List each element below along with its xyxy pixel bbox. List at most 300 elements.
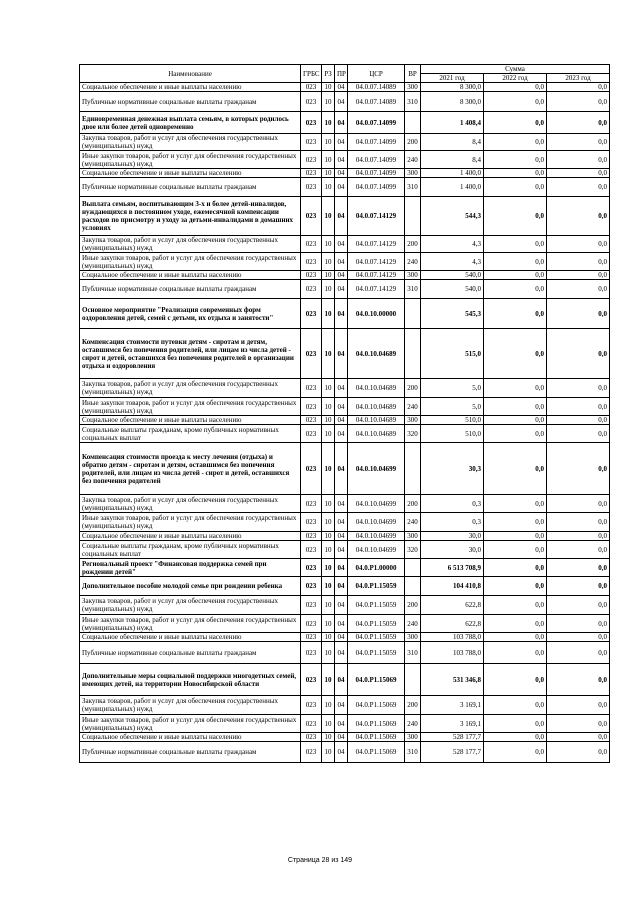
- cell-y2021: 104 410,8: [421, 577, 484, 596]
- cell-y2022: 0,0: [484, 398, 547, 416]
- cell-name: Социальное обеспечение и иные выплаты населению: [80, 169, 301, 178]
- cell-y2023: 0,0: [547, 329, 610, 379]
- cell-y2023: 0,0: [547, 495, 610, 513]
- cell-pr: 04: [335, 513, 348, 532]
- cell-y2021: 8 300,0: [421, 92, 484, 112]
- cell-vr: [405, 197, 421, 236]
- header-name: Наименование: [80, 65, 301, 83]
- cell-y2021: 531 346,8: [421, 664, 484, 696]
- cell-csr: 04.0.07.14099: [348, 112, 405, 134]
- cell-y2022: 0,0: [484, 615, 547, 633]
- cell-vr: 200: [405, 236, 421, 253]
- cell-grbs: 023: [301, 271, 322, 280]
- cell-rz: 10: [322, 379, 335, 398]
- cell-rz: 10: [322, 742, 335, 763]
- cell-y2023: 0,0: [547, 197, 610, 236]
- cell-pr: 04: [335, 134, 348, 151]
- header-vr: ВР: [405, 65, 421, 83]
- cell-grbs: 023: [301, 633, 322, 642]
- cell-y2021: 515,0: [421, 329, 484, 379]
- cell-grbs: 023: [301, 742, 322, 763]
- cell-pr: 04: [335, 379, 348, 398]
- cell-pr: 04: [335, 92, 348, 112]
- table-row: [80, 559, 610, 577]
- cell-y2021: 510,0: [421, 416, 484, 425]
- cell-rz: 10: [322, 151, 335, 169]
- cell-y2023: 0,0: [547, 742, 610, 763]
- cell-name: Единовременная денежная выплата семьям, в которых родилось двое или более детей одновременно: [80, 112, 301, 134]
- cell-y2022: 0,0: [484, 596, 547, 615]
- cell-y2021: 1 400,0: [421, 169, 484, 178]
- cell-grbs: 023: [301, 495, 322, 513]
- cell-csr: 04.0.07.14129: [348, 197, 405, 236]
- cell-pr: 04: [335, 299, 348, 329]
- cell-rz: 10: [322, 495, 335, 513]
- cell-y2021: 528 177,7: [421, 742, 484, 763]
- cell-rz: 10: [322, 596, 335, 615]
- cell-y2023: 0,0: [547, 236, 610, 253]
- cell-vr: 300: [405, 733, 421, 742]
- cell-y2022: 0,0: [484, 178, 547, 197]
- cell-rz: 10: [322, 577, 335, 596]
- cell-grbs: 023: [301, 92, 322, 112]
- table-row: [80, 299, 610, 329]
- table-row: [80, 425, 610, 443]
- table-header-row: [80, 65, 610, 74]
- cell-rz: 10: [322, 443, 335, 495]
- cell-y2022: 0,0: [484, 532, 547, 541]
- table-row: [80, 541, 610, 559]
- cell-pr: 04: [335, 236, 348, 253]
- table-row: [80, 379, 610, 398]
- cell-csr: 04.0.10.04689: [348, 425, 405, 443]
- cell-y2023: 0,0: [547, 532, 610, 541]
- table-row: [80, 134, 610, 151]
- cell-vr: [405, 577, 421, 596]
- cell-y2021: 1 400,0: [421, 178, 484, 197]
- cell-csr: 04.0.07.14099: [348, 134, 405, 151]
- cell-csr: 04.0.10.04699: [348, 532, 405, 541]
- cell-y2023: 0,0: [547, 633, 610, 642]
- cell-name: Публичные нормативные социальные выплаты гражданам: [80, 178, 301, 197]
- cell-vr: 300: [405, 169, 421, 178]
- cell-rz: 10: [322, 513, 335, 532]
- cell-pr: 04: [335, 696, 348, 715]
- cell-csr: 04.0.07.14099: [348, 178, 405, 197]
- cell-pr: 04: [335, 169, 348, 178]
- cell-name: Социальное обеспечение и иные выплаты населению: [80, 532, 301, 541]
- cell-pr: 04: [335, 577, 348, 596]
- cell-name: Социальные выплаты гражданам, кроме публичных нормативных социальных выплат: [80, 541, 301, 559]
- cell-y2023: 0,0: [547, 379, 610, 398]
- cell-grbs: 023: [301, 398, 322, 416]
- cell-y2023: 0,0: [547, 92, 610, 112]
- cell-y2021: 103 788,0: [421, 633, 484, 642]
- table-row: [80, 596, 610, 615]
- table-row: [80, 280, 610, 299]
- cell-vr: [405, 443, 421, 495]
- cell-grbs: 023: [301, 559, 322, 577]
- cell-rz: 10: [322, 696, 335, 715]
- cell-pr: 04: [335, 733, 348, 742]
- header-2023: 2023 год: [547, 74, 610, 83]
- table-row: [80, 715, 610, 733]
- cell-grbs: 023: [301, 134, 322, 151]
- cell-pr: 04: [335, 664, 348, 696]
- cell-y2022: 0,0: [484, 197, 547, 236]
- cell-y2022: 0,0: [484, 577, 547, 596]
- cell-vr: [405, 664, 421, 696]
- cell-rz: 10: [322, 236, 335, 253]
- cell-vr: 300: [405, 271, 421, 280]
- cell-y2021: 0,3: [421, 513, 484, 532]
- cell-y2023: 0,0: [547, 271, 610, 280]
- cell-vr: 310: [405, 280, 421, 299]
- cell-name: Иные закупки товаров, работ и услуг для обеспечения государственных (муниципальных) нужд: [80, 715, 301, 733]
- cell-y2023: 0,0: [547, 253, 610, 271]
- table-row: [80, 329, 610, 379]
- table-body: [80, 83, 610, 763]
- cell-grbs: 023: [301, 425, 322, 443]
- cell-y2021: 4,3: [421, 253, 484, 271]
- cell-y2021: 510,0: [421, 425, 484, 443]
- cell-grbs: 023: [301, 733, 322, 742]
- table-row: [80, 615, 610, 633]
- cell-pr: 04: [335, 443, 348, 495]
- table-row: [80, 271, 610, 280]
- cell-pr: 04: [335, 280, 348, 299]
- table-row: [80, 577, 610, 596]
- cell-vr: 240: [405, 151, 421, 169]
- table-row: [80, 642, 610, 664]
- cell-y2023: 0,0: [547, 541, 610, 559]
- cell-y2021: 8,4: [421, 134, 484, 151]
- cell-y2022: 0,0: [484, 715, 547, 733]
- cell-pr: 04: [335, 615, 348, 633]
- cell-name: Социальное обеспечение и иные выплаты населению: [80, 633, 301, 642]
- cell-name: Иные закупки товаров, работ и услуг для обеспечения государственных (муниципальных) нужд: [80, 151, 301, 169]
- cell-pr: 04: [335, 633, 348, 642]
- cell-pr: 04: [335, 742, 348, 763]
- table-row: [80, 253, 610, 271]
- cell-y2021: 3 169,1: [421, 715, 484, 733]
- cell-grbs: 023: [301, 596, 322, 615]
- cell-y2023: 0,0: [547, 299, 610, 329]
- cell-csr: 04.0.P1.15059: [348, 633, 405, 642]
- table-row: [80, 633, 610, 642]
- cell-rz: 10: [322, 83, 335, 92]
- cell-vr: 310: [405, 742, 421, 763]
- table-row: [80, 236, 610, 253]
- cell-grbs: 023: [301, 379, 322, 398]
- cell-y2023: 0,0: [547, 596, 610, 615]
- table-row: [80, 416, 610, 425]
- cell-y2023: 0,0: [547, 715, 610, 733]
- cell-csr: 04.0.07.14129: [348, 253, 405, 271]
- cell-pr: 04: [335, 329, 348, 379]
- cell-csr: 04.0.07.14089: [348, 92, 405, 112]
- cell-rz: 10: [322, 329, 335, 379]
- cell-y2023: 0,0: [547, 112, 610, 134]
- cell-vr: [405, 329, 421, 379]
- header-pr: ПР: [335, 65, 348, 83]
- cell-y2021: 4,3: [421, 236, 484, 253]
- cell-vr: 240: [405, 398, 421, 416]
- cell-rz: 10: [322, 541, 335, 559]
- cell-vr: [405, 559, 421, 577]
- cell-pr: 04: [335, 151, 348, 169]
- cell-grbs: 023: [301, 532, 322, 541]
- cell-rz: 10: [322, 664, 335, 696]
- cell-y2022: 0,0: [484, 134, 547, 151]
- cell-csr: 04.0.P1.15059: [348, 577, 405, 596]
- cell-csr: 04.0.P1.15069: [348, 733, 405, 742]
- budget-table: [79, 64, 610, 763]
- cell-name: Публичные нормативные социальные выплаты гражданам: [80, 742, 301, 763]
- cell-grbs: 023: [301, 280, 322, 299]
- cell-y2023: 0,0: [547, 280, 610, 299]
- cell-y2022: 0,0: [484, 696, 547, 715]
- table-row: [80, 733, 610, 742]
- cell-rz: 10: [322, 112, 335, 134]
- cell-csr: 04.0.10.04689: [348, 329, 405, 379]
- cell-csr: 04.0.P1.15059: [348, 615, 405, 633]
- cell-y2022: 0,0: [484, 92, 547, 112]
- cell-csr: 04.0.10.04699: [348, 513, 405, 532]
- cell-rz: 10: [322, 197, 335, 236]
- cell-grbs: 023: [301, 443, 322, 495]
- cell-csr: 04.0.07.14099: [348, 151, 405, 169]
- cell-vr: 320: [405, 541, 421, 559]
- cell-y2021: 30,0: [421, 541, 484, 559]
- cell-pr: 04: [335, 253, 348, 271]
- cell-rz: 10: [322, 169, 335, 178]
- cell-pr: 04: [335, 416, 348, 425]
- cell-csr: 04.0.10.00000: [348, 299, 405, 329]
- cell-rz: 10: [322, 615, 335, 633]
- cell-y2023: 0,0: [547, 178, 610, 197]
- cell-pr: 04: [335, 178, 348, 197]
- cell-pr: 04: [335, 271, 348, 280]
- table-row: [80, 92, 610, 112]
- header-2022: 2022 год: [484, 74, 547, 83]
- cell-csr: 04.0.10.04699: [348, 541, 405, 559]
- cell-csr: 04.0.10.04689: [348, 379, 405, 398]
- cell-grbs: 023: [301, 151, 322, 169]
- cell-name: Иные закупки товаров, работ и услуг для обеспечения государственных (муниципальных) нужд: [80, 615, 301, 633]
- cell-y2023: 0,0: [547, 134, 610, 151]
- cell-grbs: 023: [301, 83, 322, 92]
- cell-name: Социальное обеспечение и иные выплаты населению: [80, 416, 301, 425]
- cell-y2022: 0,0: [484, 83, 547, 92]
- table-row: [80, 742, 610, 763]
- cell-vr: 310: [405, 178, 421, 197]
- cell-y2021: 30,3: [421, 443, 484, 495]
- table-row: [80, 151, 610, 169]
- cell-grbs: 023: [301, 236, 322, 253]
- cell-pr: 04: [335, 197, 348, 236]
- cell-y2023: 0,0: [547, 151, 610, 169]
- table-row: [80, 495, 610, 513]
- cell-grbs: 023: [301, 253, 322, 271]
- cell-rz: 10: [322, 178, 335, 197]
- cell-y2021: 103 788,0: [421, 642, 484, 664]
- cell-name: Социальное обеспечение и иные выплаты населению: [80, 83, 301, 92]
- cell-y2021: 30,0: [421, 532, 484, 541]
- cell-rz: 10: [322, 642, 335, 664]
- cell-pr: 04: [335, 596, 348, 615]
- cell-name: Закупка товаров, работ и услуг для обеспечения государственных (муниципальных) нужд: [80, 134, 301, 151]
- cell-csr: 04.0.10.04699: [348, 495, 405, 513]
- cell-csr: 04.0.07.14089: [348, 83, 405, 92]
- cell-rz: 10: [322, 633, 335, 642]
- cell-y2021: 8,4: [421, 151, 484, 169]
- cell-rz: 10: [322, 398, 335, 416]
- cell-y2022: 0,0: [484, 253, 547, 271]
- cell-vr: [405, 112, 421, 134]
- cell-y2022: 0,0: [484, 379, 547, 398]
- cell-y2021: 3 169,1: [421, 696, 484, 715]
- cell-y2023: 0,0: [547, 425, 610, 443]
- cell-y2022: 0,0: [484, 513, 547, 532]
- cell-y2022: 0,0: [484, 559, 547, 577]
- cell-csr: 04.0.P1.15069: [348, 742, 405, 763]
- cell-y2022: 0,0: [484, 664, 547, 696]
- cell-grbs: 023: [301, 112, 322, 134]
- cell-y2022: 0,0: [484, 633, 547, 642]
- cell-y2021: 540,0: [421, 271, 484, 280]
- cell-pr: 04: [335, 559, 348, 577]
- cell-y2023: 0,0: [547, 615, 610, 633]
- cell-name: Социальное обеспечение и иные выплаты населению: [80, 733, 301, 742]
- cell-name: Компенсация стоимости путевки детям - сиротам и детям, оставшимся без попечения родителей, или лицам из числа детей - сирот и детей, оставшихся без попечения родителей в организации отдыха и оздоровления: [80, 329, 301, 379]
- cell-y2023: 0,0: [547, 642, 610, 664]
- cell-pr: 04: [335, 642, 348, 664]
- cell-grbs: 023: [301, 329, 322, 379]
- cell-pr: 04: [335, 715, 348, 733]
- cell-y2021: 545,3: [421, 299, 484, 329]
- cell-rz: 10: [322, 733, 335, 742]
- cell-y2022: 0,0: [484, 416, 547, 425]
- cell-y2023: 0,0: [547, 577, 610, 596]
- cell-rz: 10: [322, 299, 335, 329]
- cell-y2022: 0,0: [484, 151, 547, 169]
- cell-y2022: 0,0: [484, 733, 547, 742]
- cell-name: Социальное обеспечение и иные выплаты населению: [80, 271, 301, 280]
- cell-vr: 300: [405, 532, 421, 541]
- table-row: [80, 178, 610, 197]
- cell-csr: 04.0.P1.00000: [348, 559, 405, 577]
- cell-y2021: 540,0: [421, 280, 484, 299]
- cell-csr: 04.0.P1.15059: [348, 642, 405, 664]
- cell-y2021: 5,0: [421, 379, 484, 398]
- cell-name: Основное мероприятие "Реализация современных форм оздоровления детей, семей с детьми, их отдыха и занятости": [80, 299, 301, 329]
- cell-y2022: 0,0: [484, 443, 547, 495]
- cell-vr: 200: [405, 134, 421, 151]
- cell-rz: 10: [322, 253, 335, 271]
- cell-name: Иные закупки товаров, работ и услуг для обеспечения государственных (муниципальных) нужд: [80, 513, 301, 532]
- cell-grbs: 023: [301, 416, 322, 425]
- cell-grbs: 023: [301, 541, 322, 559]
- cell-vr: 310: [405, 92, 421, 112]
- cell-y2022: 0,0: [484, 425, 547, 443]
- cell-y2023: 0,0: [547, 443, 610, 495]
- cell-name: Иные закупки товаров, работ и услуг для обеспечения государственных (муниципальных) нужд: [80, 398, 301, 416]
- cell-grbs: 023: [301, 577, 322, 596]
- cell-pr: 04: [335, 398, 348, 416]
- cell-y2023: 0,0: [547, 513, 610, 532]
- cell-csr: 04.0.P1.15069: [348, 696, 405, 715]
- cell-y2022: 0,0: [484, 495, 547, 513]
- header-csr: ЦСР: [348, 65, 405, 83]
- cell-pr: 04: [335, 425, 348, 443]
- cell-rz: 10: [322, 416, 335, 425]
- cell-name: Выплата семьям, воспитывающим 3-х и более детей-инвалидов, нуждающихся в постоянном уходе, ежемесячной компенсации расходов по присмотру и уходу за детьми-инвалидами в домашних условиях: [80, 197, 301, 236]
- header-sum: Сумма: [421, 65, 610, 74]
- cell-y2021: 6 513 708,9: [421, 559, 484, 577]
- cell-pr: 04: [335, 532, 348, 541]
- cell-vr: 240: [405, 615, 421, 633]
- cell-name: Закупка товаров, работ и услуг для обеспечения государственных (муниципальных) нужд: [80, 236, 301, 253]
- cell-y2021: 0,3: [421, 495, 484, 513]
- table-row: [80, 398, 610, 416]
- cell-grbs: 023: [301, 615, 322, 633]
- cell-rz: 10: [322, 271, 335, 280]
- header-2021: 2021 год: [421, 74, 484, 83]
- cell-grbs: 023: [301, 715, 322, 733]
- cell-rz: 10: [322, 280, 335, 299]
- cell-y2023: 0,0: [547, 398, 610, 416]
- cell-y2021: 544,3: [421, 197, 484, 236]
- cell-csr: 04.0.07.14129: [348, 280, 405, 299]
- cell-vr: 240: [405, 513, 421, 532]
- cell-name: Закупка товаров, работ и услуг для обеспечения государственных (муниципальных) нужд: [80, 696, 301, 715]
- cell-y2023: 0,0: [547, 559, 610, 577]
- cell-vr: 310: [405, 642, 421, 664]
- cell-y2022: 0,0: [484, 169, 547, 178]
- cell-grbs: 023: [301, 299, 322, 329]
- cell-csr: 04.0.P1.15059: [348, 596, 405, 615]
- table-row: [80, 112, 610, 134]
- cell-vr: 200: [405, 379, 421, 398]
- cell-vr: 300: [405, 416, 421, 425]
- table-row: [80, 664, 610, 696]
- cell-y2021: 622,8: [421, 615, 484, 633]
- cell-y2022: 0,0: [484, 271, 547, 280]
- cell-rz: 10: [322, 134, 335, 151]
- cell-name: Публичные нормативные социальные выплаты гражданам: [80, 642, 301, 664]
- cell-y2023: 0,0: [547, 83, 610, 92]
- cell-pr: 04: [335, 83, 348, 92]
- table-row: [80, 513, 610, 532]
- table-row: [80, 169, 610, 178]
- cell-name: Компенсация стоимости проезда к месту лечения (отдыха) и обратно детям - сиротам и детям, оставшимся без попечения родителей, или лицам из числа детей - сирот и детей, оставшихся без попечения родителей: [80, 443, 301, 495]
- cell-rz: 10: [322, 532, 335, 541]
- cell-y2022: 0,0: [484, 280, 547, 299]
- cell-y2023: 0,0: [547, 416, 610, 425]
- cell-name: Социальные выплаты гражданам, кроме публичных нормативных социальных выплат: [80, 425, 301, 443]
- cell-grbs: 023: [301, 664, 322, 696]
- cell-grbs: 023: [301, 197, 322, 236]
- header-rz: РЗ: [322, 65, 335, 83]
- cell-y2022: 0,0: [484, 299, 547, 329]
- table-row: [80, 696, 610, 715]
- cell-rz: 10: [322, 425, 335, 443]
- table-row: [80, 197, 610, 236]
- cell-csr: 04.0.10.04699: [348, 443, 405, 495]
- cell-grbs: 023: [301, 696, 322, 715]
- cell-y2021: 8 300,0: [421, 83, 484, 92]
